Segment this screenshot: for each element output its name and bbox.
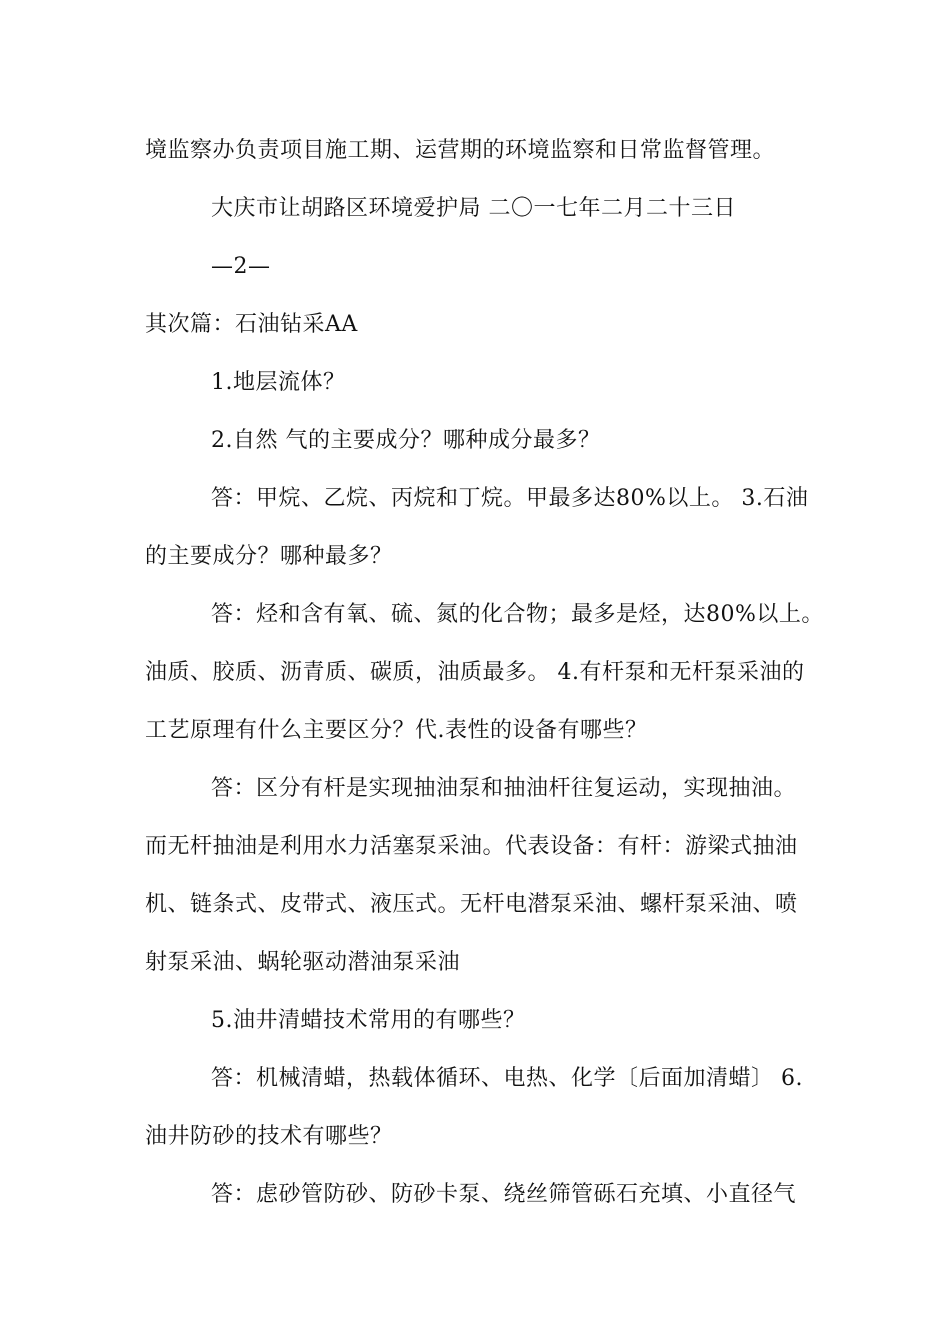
issuer-date-line: 大庆市让胡路区环境爱护局 二〇一七年二月二十三日 xyxy=(211,196,736,221)
page-number: —2— xyxy=(211,254,271,279)
section-heading: 其次篇：石油钻采AA xyxy=(145,312,358,337)
question-3-line: 的主要成分？哪种最多？ xyxy=(145,544,393,569)
text-line: 油质、胶质、沥青质、碳质，油质最多。 4.有杆泵和无杆泵采油的 xyxy=(145,660,805,685)
text-line: 机、链条式、皮带式、液压式。无杆电潜泵采油、螺杆泵采油、喷 xyxy=(145,892,798,917)
question-4-line: 工艺原理有什么主要区分？代.表性的设备有哪些？ xyxy=(145,718,648,743)
text-line: 射泵采油、蜗轮驱动潜油泵采油 xyxy=(145,950,461,975)
answer-3-line: 答：烃和含有氧、硫、氮的化合物；最多是烃，达80%以上。 xyxy=(211,602,824,627)
question-2: 2.自然 气的主要成分？哪种成分最多？ xyxy=(211,428,601,453)
text-line: 而无杆抽油是利用水力活塞泵采油。代表设备：有杆：游梁式抽油 xyxy=(145,834,798,859)
answer-4-line: 答：区分有杆是实现抽油泵和抽油杆往复运动，实现抽油。 xyxy=(211,776,797,801)
question-5: 5.油井清蜡技术常用的有哪些？ xyxy=(211,1008,526,1033)
question-1: 1.地层流体？ xyxy=(211,370,346,395)
answer-6-line: 答：虑砂管防砂、防砂卡泵、绕丝筛管砾石充填、小直径气 xyxy=(211,1182,797,1207)
answer-2-line: 答：甲烷、乙烷、丙烷和丁烷。甲最多达80%以上。 3.石油 xyxy=(211,486,809,511)
question-6-line: 油井防砂的技术有哪些？ xyxy=(145,1124,393,1149)
answer-5-line: 答：机械清蜡，热载体循环、电热、化学〔后面加清蜡〕 6. xyxy=(211,1066,803,1091)
text-line: 境监察办负责项目施工期、运营期的环境监察和日常监督管理。 xyxy=(145,138,776,163)
